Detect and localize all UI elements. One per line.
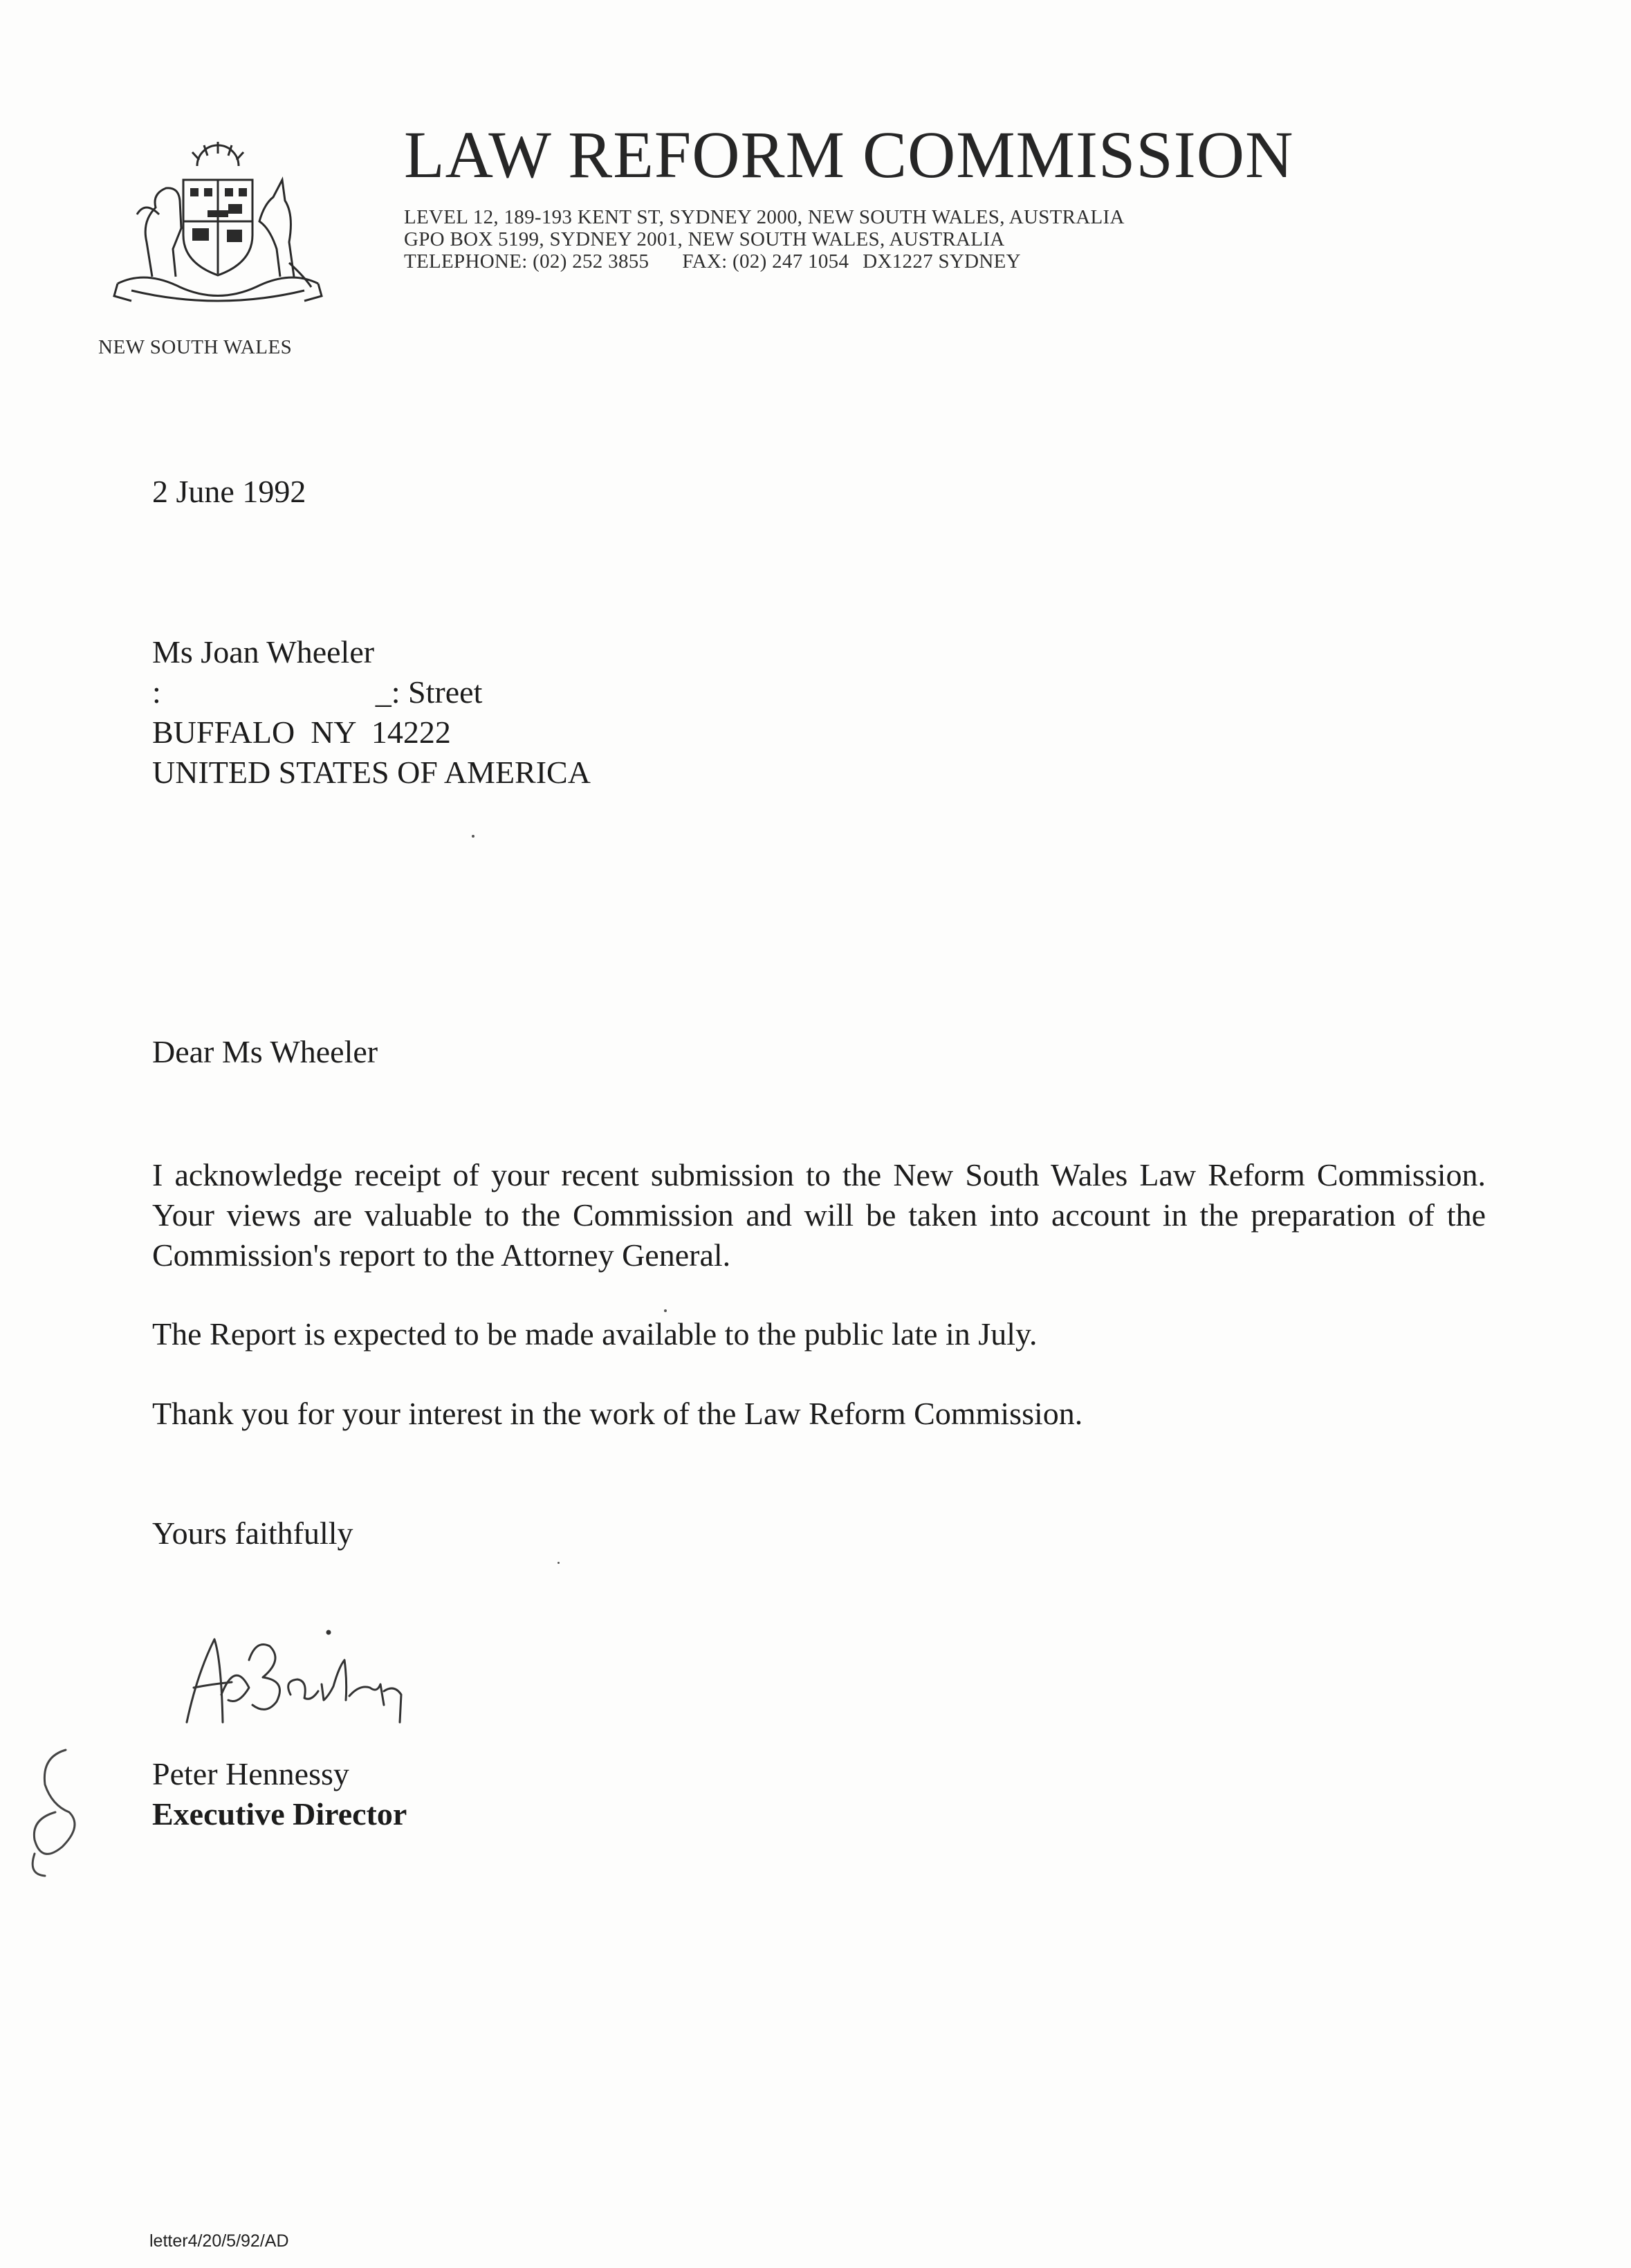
paper-speck [664,1309,667,1312]
paper-speck [472,835,474,838]
organization-title: LAW REFORM COMMISSION [404,118,1294,192]
street-suffix: _: Street [375,674,483,710]
signer-name: Peter Hennessy [152,1756,349,1791]
margin-handwritten-mark [14,1743,90,1881]
reference-code: letter4/20/5/92/AD [149,2231,289,2251]
salutation: Dear Ms Wheeler [152,1034,378,1069]
signer-title: Executive Director [152,1796,407,1832]
coat-of-arms-crest [104,138,332,311]
postal-address: GPO BOX 5199, SYDNEY 2001, NEW SOUTH WALES, AUSTRALIA [404,228,1005,250]
telephone-number: TELEPHONE: (02) 252 3855 [404,250,649,273]
street-address: LEVEL 12, 189-193 KENT ST, SYDNEY 2000, NEW SOUTH WALES, AUSTRALIA [404,206,1125,228]
recipient-name: Ms Joan Wheeler [152,634,375,670]
contact-line [404,250,1021,273]
recipient-street [152,674,482,710]
paper-speck [558,1562,560,1564]
body-paragraph: I acknowledge receipt of your recent submission to the New South Wales Law Reform Commission. Your views are valuable to the Commission and will be taken into account in the preparation of the Commission's report to the Attorney General. [152,1157,1486,1273]
state-label: NEW SOUTH WALES [98,336,293,358]
handwritten-signature [173,1619,429,1729]
dx-number: DX1227 SYDNEY [863,250,1021,273]
recipient-city: BUFFALO NY 14222 [152,714,451,750]
fax-number: FAX: (02) 247 1054 [682,250,849,273]
body-paragraph: Thank you for your interest in the work of the Law Reform Commission. [152,1396,1083,1431]
street-prefix: : [152,674,161,710]
closing: Yours faithfully [152,1515,353,1551]
recipient-country: UNITED STATES OF AMERICA [152,755,591,790]
letter-date: 2 June 1992 [152,474,306,509]
body-paragraph: The Report is expected to be made available to the public late in July. [152,1316,1038,1352]
